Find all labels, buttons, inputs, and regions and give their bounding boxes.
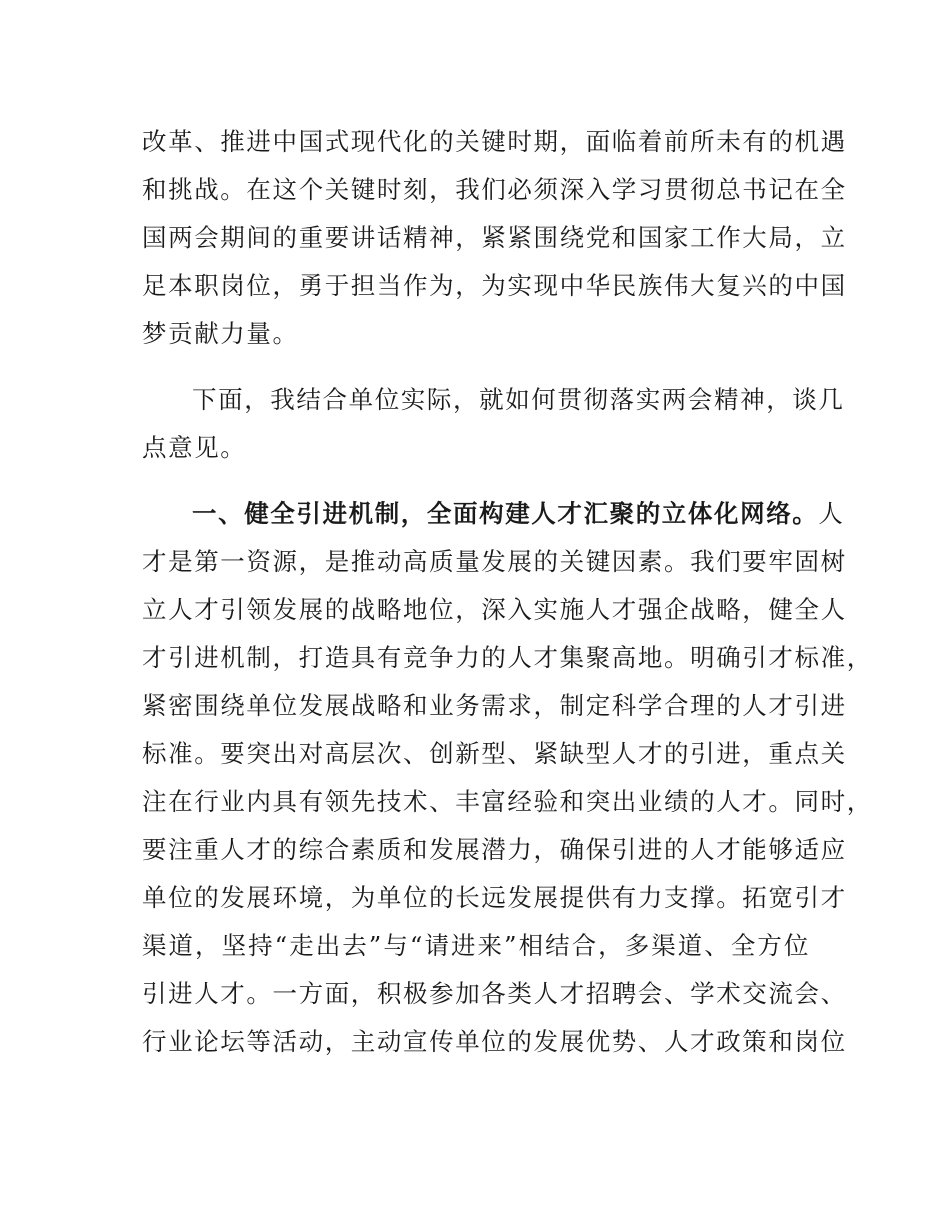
text-line: 标准。要突出对高层次、创新型、紧缺型人才的引进，重点关 [142,739,847,768]
text-line: 单位的发展环境，为单位的长远发展提供有力支撑。拓宽引才 [142,883,847,912]
text-line: 要注重人才的综合素质和发展潜力，确保引进的人才能够适应 [142,835,847,864]
document-page [142,118,873,1066]
heading-tail: 人 [818,499,845,528]
paragraph-1 [142,118,847,358]
text-line: 改革、推进中国式现代化的关键时期，面临着前所未有的机遇 [142,127,847,156]
text-line: 点意见。 [142,433,247,462]
text-line: 渠道，坚持“走出去”与“请进来”相结合，多渠道、全方位 [142,931,810,960]
text-line: 立人才引领发展的战略地位，深入实施人才强企战略，健全人 [142,595,847,624]
text-line [142,490,845,538]
paragraph-3 [142,490,873,1066]
text-line: 紧密围绕单位发展战略和业务需求，制定科学合理的人才引进 [142,691,847,720]
text-line: 才引进机制，打造具有竞争力的人才集聚高地。明确引才标准， [142,643,873,672]
text-line: 下面，我结合单位实际，就如何贯彻落实两会精神，谈几 [192,385,845,414]
text-line: 足本职岗位，勇于担当作为，为实现中华民族伟大复兴的中国 [142,271,847,300]
paragraph-2 [142,376,845,472]
text-line: 行业论坛等活动，主动宣传单位的发展优势、人才政策和岗位 [142,1027,847,1056]
section-heading: 一、健全引进机制，全面构建人才汇聚的立体化网络。 [192,499,819,528]
text-line: 引进人才。一方面，积极参加各类人才招聘会、学术交流会、 [142,979,847,1008]
text-line: 和挑战。在这个关键时刻，我们必须深入学习贯彻总书记在全 [142,175,847,204]
text-line: 才是第一资源，是推动高质量发展的关键因素。我们要牢固树 [142,547,847,576]
text-line: 梦贡献力量。 [142,319,299,348]
text-line: 国两会期间的重要讲话精神，紧紧围绕党和国家工作大局，立 [142,223,847,252]
text-line: 注在行业内具有领先技术、丰富经验和突出业绩的人才。同时， [142,787,873,816]
